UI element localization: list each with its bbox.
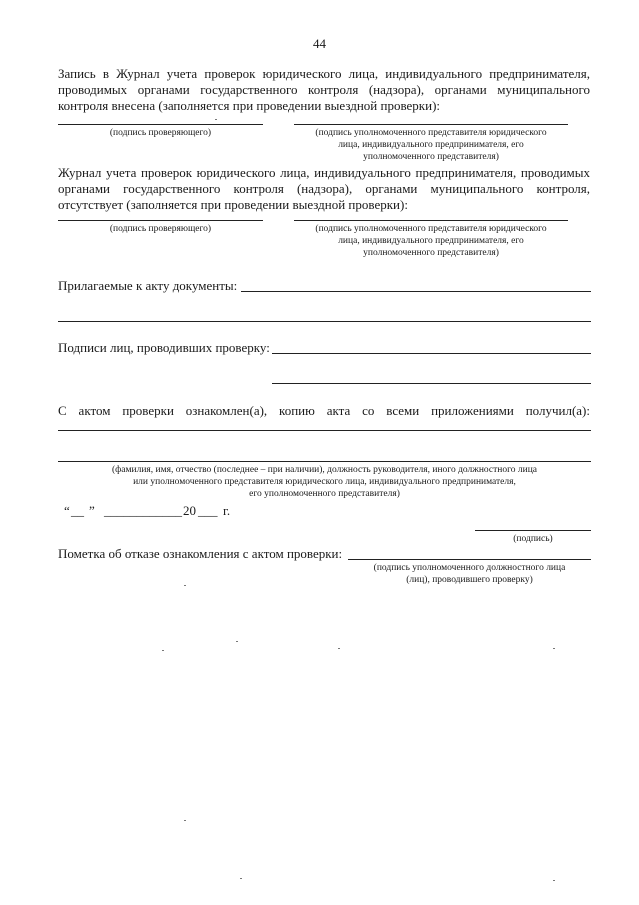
caption-line: лица, индивидуального предпринимателя, его: [338, 140, 524, 150]
scan-speck: [553, 648, 555, 649]
acquainted-paragraph: [58, 403, 590, 419]
journal-absent-line: отсутствует (заполняется при проведении выездной проверки):: [58, 197, 408, 212]
journal-entry-line: контроля внесена (заполняется при проведении выездной проверки):: [58, 98, 441, 113]
scan-speck: [162, 650, 164, 651]
scan-speck: [215, 119, 217, 120]
caption-line: (фамилия, имя, отчество (последнее – при наличии), должность руководителя, иного должностного лица: [111, 465, 538, 475]
attached-documents-line-2: [58, 321, 591, 322]
date-month-blank: ____________: [104, 503, 182, 518]
representative-signature-line: [294, 124, 568, 125]
representative-signature-caption: [282, 127, 580, 163]
scan-speck: [236, 641, 238, 642]
caption-line: уполномоченного представителя): [363, 152, 499, 162]
attached-documents-line: [241, 291, 591, 292]
inspector-signature-line: [58, 124, 263, 125]
acquainted-name-line: [58, 461, 591, 462]
representative-signature-line: [294, 220, 568, 221]
attached-documents-label: Прилагаемые к акту документы:: [58, 278, 238, 293]
date-day-blank: __: [71, 503, 84, 518]
journal-entry-paragraph: [58, 66, 590, 114]
inspector-signature-line: [58, 220, 263, 221]
inspectors-signature-line: [272, 353, 591, 354]
journal-entry-line: проводимых органами государственного контроля (надзора), органами муниципального: [58, 82, 590, 97]
refusal-signature-line: [348, 559, 591, 560]
caption-line: уполномоченного представителя): [363, 248, 499, 258]
refusal-signature-caption: [348, 562, 591, 586]
inspectors-signatures-label: Подписи лиц, проводивших проверку:: [58, 340, 270, 355]
acquainted-name-caption: [58, 464, 591, 500]
caption-line: его уполномоченного представителя): [249, 489, 400, 499]
caption-line: (подпись уполномоченного должностного лица: [373, 563, 566, 573]
journal-absent-line: органами государственного контроля (надзора), органами муниципального контроля,: [58, 181, 590, 196]
caption-line: (подпись уполномоченного представителя юридического: [315, 224, 547, 234]
journal-absent-line: Журнал учета проверок юридического лица, индивидуального предпринимателя, проводимых: [58, 165, 590, 180]
date-year-prefix: 20: [183, 503, 196, 518]
acquainted-signature-caption: (подпись): [513, 534, 553, 544]
refusal-label: Пометка об отказе ознакомления с актом проверки:: [58, 546, 343, 561]
caption-line: (лиц), проводившего проверку): [406, 575, 533, 585]
inspectors-signature-line-2: [272, 383, 591, 384]
acquainted-text: С актом проверки ознакомлен(а), копию акта со всеми приложениями получил(а):: [58, 403, 590, 418]
date-close-quote: ”: [89, 503, 95, 518]
representative-signature-caption: [282, 223, 580, 259]
caption-line: лица, индивидуального предпринимателя, его: [338, 236, 524, 246]
scan-speck: [184, 585, 186, 586]
journal-entry-line: Запись в Журнал учета проверок юридического лица, индивидуального предпринимателя,: [58, 66, 590, 81]
scan-speck: [553, 880, 555, 881]
inspector-signature-caption: (подпись проверяющего): [109, 128, 212, 138]
acquainted-line: [58, 430, 591, 431]
scan-speck: [184, 820, 186, 821]
page-number: 44: [313, 36, 326, 51]
date-year-suffix: г.: [223, 503, 231, 518]
scan-speck: [338, 648, 340, 649]
caption-line: или уполномоченного представителя юридического лица, индивидуального предпринимателя,: [133, 477, 516, 487]
journal-absent-paragraph: [58, 165, 590, 213]
date-open-quote: “: [64, 503, 70, 518]
caption-line: (подпись уполномоченного представителя юридического: [315, 128, 547, 138]
inspector-signature-caption: (подпись проверяющего): [109, 224, 212, 234]
scan-speck: [240, 878, 242, 879]
date-year-blank: ___: [198, 503, 218, 518]
acquainted-signature-line: [475, 530, 591, 531]
